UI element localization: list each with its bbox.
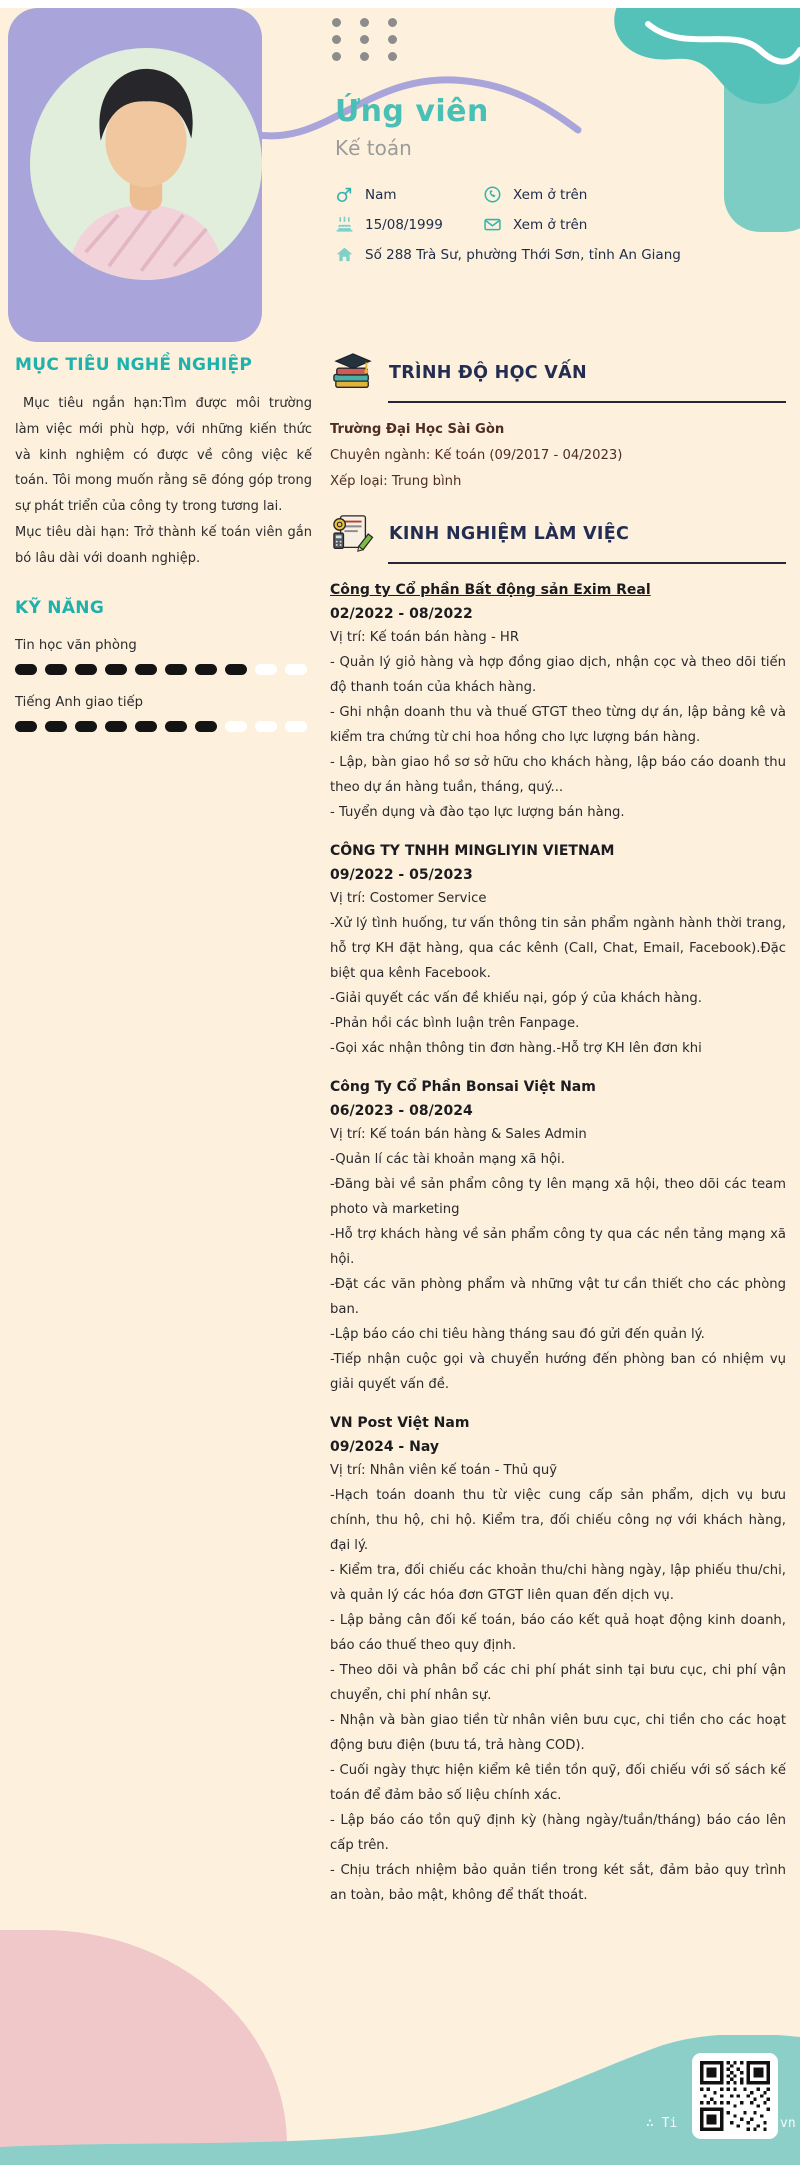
contact-gender-label: Nam	[365, 186, 397, 203]
decor-top-strip	[0, 0, 800, 8]
job-position: Vị trí: Costomer Service	[330, 891, 487, 906]
skill-dash	[105, 721, 127, 732]
education-grade: Xếp loại: Trung bình	[330, 474, 462, 489]
job-detail-line: - Tuyển dụng và đào tạo lực lượng bán hàng.	[330, 805, 625, 820]
job-detail-line: - Lập báo cáo tồn quỹ định kỳ (hàng ngày/tuần/tháng) báo cáo lên cấp trên.	[330, 1813, 786, 1853]
skill-name: Tin học văn phòng	[15, 637, 137, 653]
job-position: Vị trí: Kế toán bán hàng - HR	[330, 630, 519, 645]
skill-dash	[195, 721, 217, 732]
skill-dash	[105, 664, 127, 675]
job-details	[330, 650, 786, 825]
document-pencil-calculator-icon	[330, 513, 376, 555]
experience-heading: KINH NGHIỆM LÀM VIỆC	[389, 524, 630, 544]
job-entry	[330, 1076, 786, 1397]
watermark-text-left: ∴ Ti	[646, 2116, 678, 2131]
job-company: Công Ty Cổ Phần Bonsai Việt Nam	[330, 1079, 596, 1095]
job-details	[330, 1483, 786, 1908]
skill-dash	[15, 664, 37, 675]
job-company: Công ty Cổ phần Bất động sản Exim Real	[330, 582, 651, 598]
watermark-text-right: vn	[780, 2116, 796, 2131]
job-period: 06/2023 - 08/2024	[330, 1103, 473, 1119]
job-detail-line: -Lập báo cáo chi tiêu hàng tháng sau đó gửi đến quản lý.	[330, 1327, 705, 1342]
experience-list	[330, 579, 786, 1908]
contact-row	[335, 215, 787, 234]
male-icon	[335, 185, 354, 204]
job-entry	[330, 840, 786, 1061]
job-detail-line: - Theo dõi và phân bổ các chi phí phát sinh tại bưu cục, chi phí vận chuyển, chi phí nhân sự.	[330, 1663, 786, 1703]
contact-row	[335, 185, 787, 204]
header-block	[335, 94, 787, 275]
contact-row	[335, 245, 787, 264]
contact-address-label: Số 288 Trà Sư, phường Thới Sơn, tỉnh An Giang	[365, 246, 681, 263]
education-major: Chuyên ngành: Kế toán (09/2017 - 04/2023)	[330, 448, 623, 463]
envelope-icon	[483, 215, 502, 234]
profile-photo	[30, 48, 262, 280]
job-detail-line: -Phản hồi các bình luận trên Fanpage.	[330, 1016, 580, 1031]
job-details	[330, 1147, 786, 1397]
skill-name: Tiếng Anh giao tiếp	[15, 694, 143, 710]
job-details	[330, 911, 786, 1061]
job-detail-line: - Quản lý giỏ hàng và hợp đồng giao dịch, nhận cọc và theo dõi tiến độ thanh toán của khách hàng.	[330, 655, 786, 695]
education-section-header	[330, 352, 786, 394]
skill-item	[15, 638, 312, 675]
skill-dash	[255, 664, 277, 675]
contact-gender	[335, 185, 483, 204]
skill-dash	[225, 664, 247, 675]
skills-heading: KỸ NĂNG	[15, 597, 105, 618]
job-entry	[330, 1412, 786, 1908]
contact-address	[335, 245, 681, 264]
job-detail-line: -Đặt các văn phòng phẩm và những vật tư cần thiết cho các phòng ban.	[330, 1277, 786, 1317]
home-icon	[335, 245, 354, 264]
objective-paragraph: Mục tiêu ngắn hạn:Tìm được môi trường làm việc mới phù hợp, với những kiến thức và kinh nghiệm có được về công việc kế toán. Tôi mong muốn rằng sẽ đóng góp trong sự phát triển của công ty trong tương lai.	[15, 396, 312, 515]
graduation-cap-books-icon	[330, 352, 376, 394]
contact-phone	[483, 185, 587, 204]
phone-icon	[483, 185, 502, 204]
job-detail-line: - Cuối ngày thực hiện kiểm kê tiền tồn quỹ, đối chiếu với số sách kế toán để đảm bảo số liệu chính xác.	[330, 1763, 786, 1803]
decor-footer-wave	[0, 2035, 800, 2165]
skill-dash	[285, 664, 307, 675]
objective-heading: MỤC TIÊU NGHỀ NGHIỆP	[15, 355, 253, 375]
education-underline	[388, 401, 786, 403]
candidate-title: Kế toán	[335, 136, 412, 160]
avatar-illustration	[30, 48, 262, 280]
education-school: Trường Đại Học Sài Gòn	[330, 422, 505, 437]
skill-dash	[45, 721, 67, 732]
contact-phone-label: Xem ở trên	[513, 186, 588, 203]
job-detail-line: - Kiểm tra, đối chiếu các khoản thu/chi hàng ngày, lập phiếu thu/chi, và quản lý các hóa đơn GTGT liên quan đến dịch vụ.	[330, 1563, 786, 1603]
experience-underline	[388, 562, 786, 564]
contact-email-label: Xem ở trên	[513, 216, 588, 233]
skill-dash	[255, 721, 277, 732]
left-column	[15, 355, 312, 732]
objective-text	[15, 391, 312, 572]
job-period: 02/2022 - 08/2022	[330, 606, 473, 622]
skill-dash	[75, 664, 97, 675]
job-detail-line: - Lập bảng cân đối kế toán, báo cáo kết quả hoạt động kinh doanh, báo cáo thuế theo quy định.	[330, 1613, 786, 1653]
contact-email	[483, 215, 587, 234]
skill-dash	[225, 721, 247, 732]
skill-dash	[45, 664, 67, 675]
job-detail-line: - Chịu trách nhiệm bảo quản tiền trong két sắt, đảm bảo quy trình an toàn, bảo mật, không để thất thoát.	[330, 1863, 786, 1903]
job-detail-line: - Lập, bàn giao hồ sơ sở hữu cho khách hàng, lập báo cáo doanh thu theo dự án hàng tuần, tháng, quý...	[330, 755, 786, 795]
skill-dash	[75, 721, 97, 732]
qr-code	[692, 2053, 778, 2139]
job-detail-line: - Ghi nhận doanh thu và thuế GTGT theo từng dự án, lập bảng kê và kiểm tra chứng từ chi hoa hồng cho lực lượng bán hàng.	[330, 705, 786, 745]
job-detail-line: -Gọi xác nhận thông tin đơn hàng.-Hỗ trợ KH lên đơn khi	[330, 1041, 702, 1056]
objective-paragraph: Mục tiêu dài hạn: Trở thành kế toán viên gắn bó lâu dài với doanh nghiệp.	[15, 524, 312, 566]
contact-info	[335, 185, 787, 264]
job-position: Vị trí: Kế toán bán hàng & Sales Admin	[330, 1127, 587, 1142]
job-company: VN Post Việt Nam	[330, 1415, 470, 1431]
job-detail-line: -Giải quyết các vấn đề khiếu nại, góp ý của khách hàng.	[330, 991, 702, 1006]
education-heading: TRÌNH ĐỘ HỌC VẤN	[389, 363, 587, 383]
skill-level-bar	[15, 664, 312, 675]
education-entry	[330, 417, 786, 495]
skill-dash	[135, 664, 157, 675]
skill-level-bar	[15, 721, 312, 732]
job-detail-line: -Tiếp nhận cuộc gọi và chuyển hướng đến phòng ban có nhiệm vụ giải quyết vấn đề.	[330, 1352, 786, 1392]
skill-dash	[285, 721, 307, 732]
job-company: CÔNG TY TNHH MINGLIYIN VIETNAM	[330, 843, 615, 859]
skill-dash	[135, 721, 157, 732]
candidate-name: Ứng viên	[335, 94, 489, 129]
right-column	[330, 352, 786, 1908]
skill-dash	[15, 721, 37, 732]
job-detail-line: -Hạch toán doanh thu từ việc cung cấp sản phẩm, dịch vụ bưu chính, thu hộ, chi hộ. Kiểm tra, đối chiếu công nợ với khách hàng, đại lý.	[330, 1488, 786, 1553]
contact-birthday-label: 15/08/1999	[365, 216, 443, 233]
birthday-cake-icon	[335, 215, 354, 234]
skill-item	[15, 695, 312, 732]
job-entry	[330, 579, 786, 825]
decor-dots-pattern	[332, 18, 397, 61]
job-position: Vị trí: Nhân viên kế toán - Thủ quỹ	[330, 1463, 558, 1478]
job-detail-line: - Nhận và bàn giao tiền từ nhân viên bưu cục, chi tiền cho các hoạt động bưu điện (bưu tá, trả hàng COD).	[330, 1713, 786, 1753]
job-detail-line: -Hỗ trợ khách hàng về sản phẩm công ty qua các nền tảng mạng xã hội.	[330, 1227, 786, 1267]
contact-birthday	[335, 215, 483, 234]
skill-dash	[195, 664, 217, 675]
experience-section-header	[330, 513, 786, 555]
skill-dash	[165, 721, 187, 732]
skill-dash	[165, 664, 187, 675]
job-period: 09/2022 - 05/2023	[330, 867, 473, 883]
job-detail-line: -Đăng bài về sản phẩm công ty lên mạng xã hội, theo dõi các team photo và marketing	[330, 1177, 786, 1217]
job-period: 09/2024 - Nay	[330, 1439, 439, 1455]
job-detail-line: -Xử lý tình huống, tư vấn thông tin sản phẩm ngành hành thời trang, hỗ trợ KH đặt hàng, qua các kênh (Call, Chat, Email, Facebook).Đặc biệt qua kênh Facebook.	[330, 916, 786, 981]
job-detail-line: -Quản lí các tài khoản mạng xã hội.	[330, 1152, 565, 1167]
